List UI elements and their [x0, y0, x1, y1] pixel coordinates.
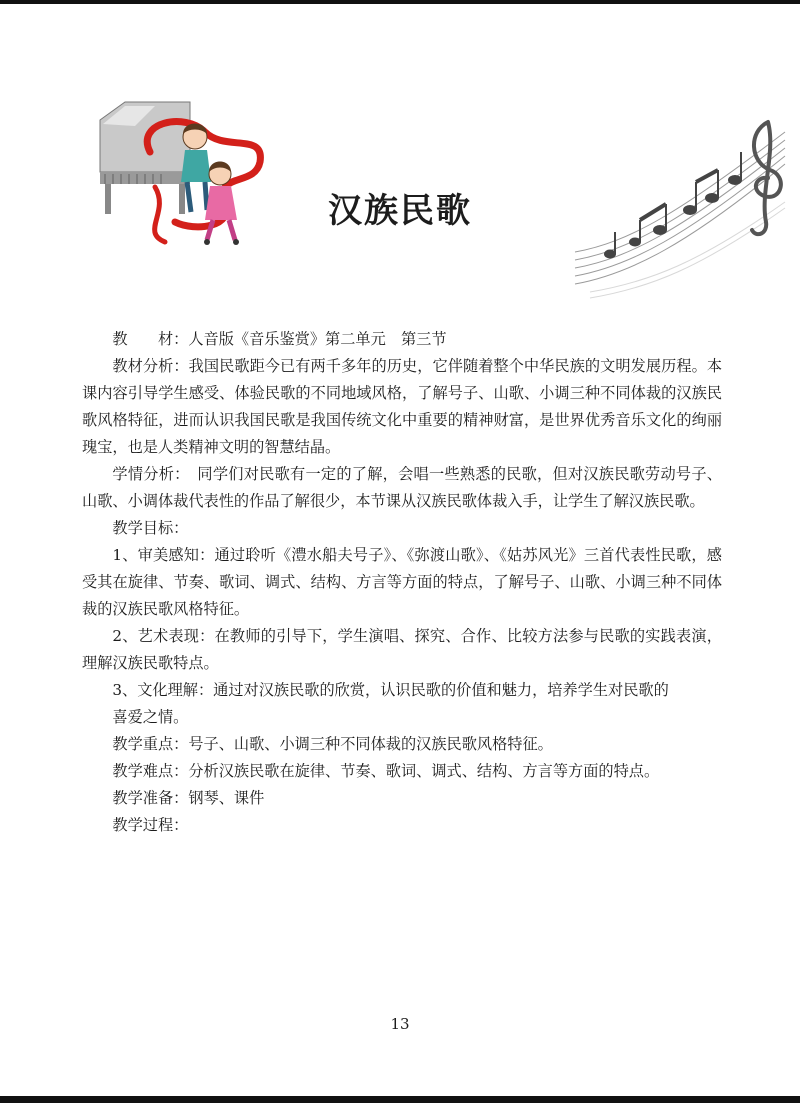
- lesson-plan-body: [82, 326, 722, 839]
- music-notes-illustration: [570, 92, 790, 307]
- preparation: 教学准备：钢琴、课件: [112, 789, 265, 807]
- material-line: 教 材：人音版《音乐鉴赏》第二单元 第三节: [112, 330, 447, 348]
- textbook-analysis: 教材分析：我国民歌距今已有两千多年的历史，它伴随着整个中华民族的文明发展历程。本课内容引导学生感受、体验民歌的不同地域风格，了解号子、山歌、小调三种不同体裁的汉族民歌风格特征，进而认识我国民歌是我国传统文化中重要的精神财富，是世界优秀音乐文化的绚丽瑰宝，也是人类精神文明的智慧结晶。: [82, 357, 722, 456]
- objective-3-continued: 喜爱之情。: [112, 708, 189, 726]
- objective-1: 1、审美感知：通过聆听《澧水船夫号子》、《弥渡山歌》、《姑苏风光》三首代表性民歌，感受其在旋律、节奏、歌词、调式、结构、方言等方面的特点，了解号子、山歌、小调三种不同体裁的汉族民歌风格特征。: [82, 546, 722, 618]
- process-label: 教学过程：: [112, 816, 189, 834]
- page-number: 13: [390, 1015, 410, 1033]
- bottom-border: [0, 1096, 800, 1103]
- objective-2: 2、艺术表现：在教师的引导下，学生演唱、探究、合作、比较方法参与民歌的实践表演，理解汉族民歌特点。: [82, 627, 722, 672]
- top-border: [0, 0, 800, 4]
- student-analysis: 学情分析： 同学们对民歌有一定的了解，会唱一些熟悉的民歌，但对汉族民歌劳动号子、山歌、小调体裁代表性的作品了解很少，本节课从汉族民歌体裁入手，让学生了解汉族民歌。: [82, 465, 722, 510]
- difficulties: 教学难点：分析汉族民歌在旋律、节奏、歌词、调式、结构、方言等方面的特点。: [112, 762, 660, 780]
- key-points: 教学重点：号子、山歌、小调三种不同体裁的汉族民歌风格特征。: [112, 735, 553, 753]
- objectives-label: 教学目标：: [112, 519, 189, 537]
- objective-3: 3、文化理解：通过对汉族民歌的欣赏，认识民歌的价值和魅力，培养学生对民歌的: [112, 681, 669, 699]
- page-title: 汉族民歌: [328, 190, 472, 231]
